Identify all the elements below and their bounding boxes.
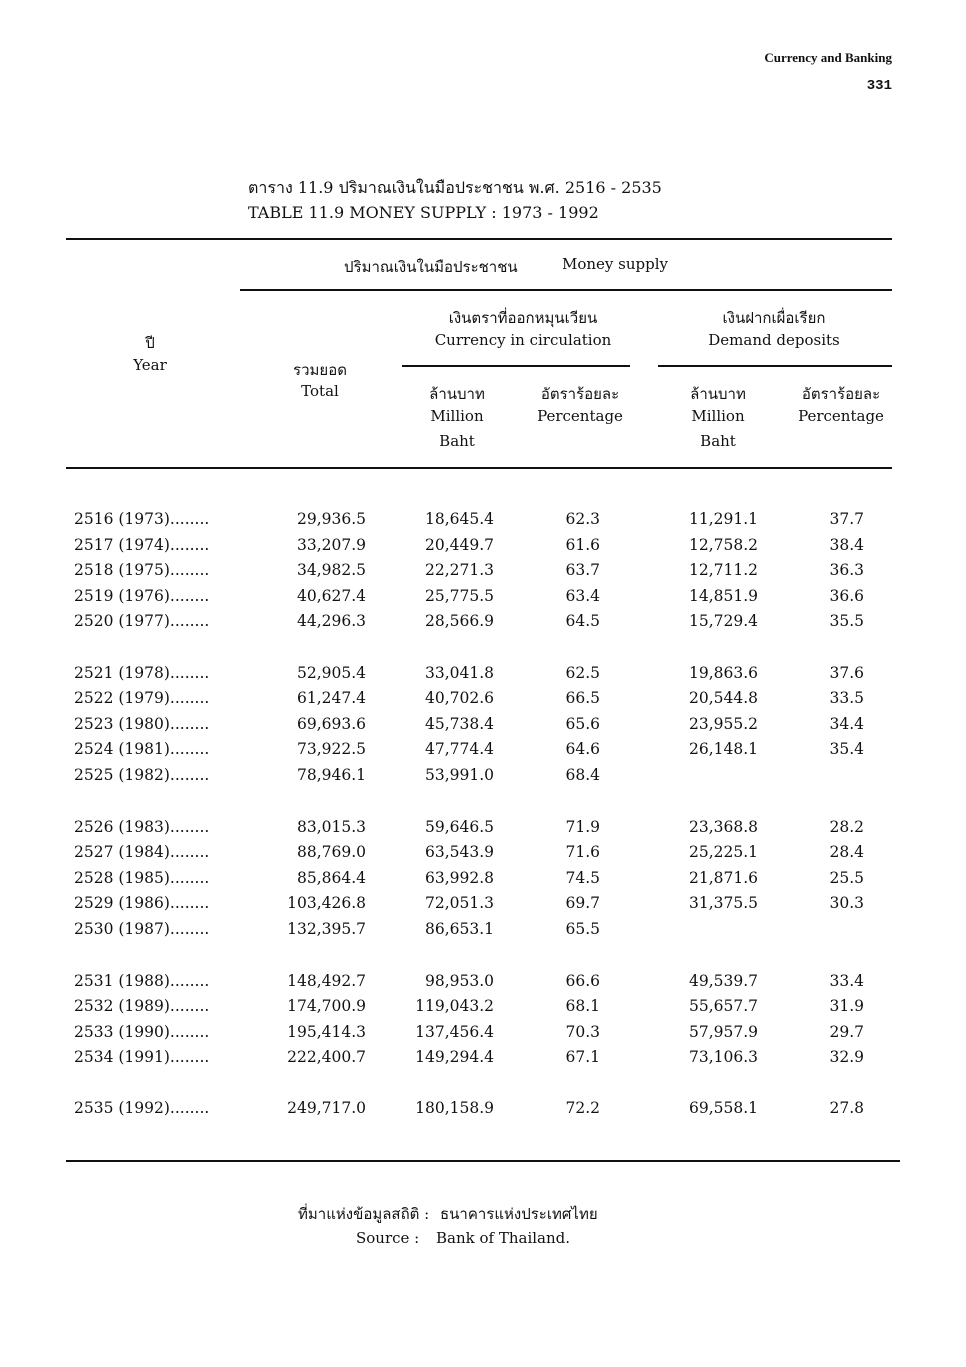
cell-currency-percentage: 74.5 <box>565 869 600 887</box>
cell-demand-percentage: 36.3 <box>829 561 864 579</box>
cell-year: 2533 (1990)........ <box>74 1023 210 1041</box>
cell-year: 2527 (1984)........ <box>74 843 210 861</box>
cell-currency-percentage: 71.9 <box>565 818 600 836</box>
cell-demand-million: 11,291.1 <box>688 510 758 528</box>
header-demand-en: Demand deposits <box>708 331 840 349</box>
cell-demand-million: 15,729.4 <box>688 612 758 630</box>
source-thai-label: ที่มาแห่งข้อมูลสถิติ : <box>298 1205 430 1223</box>
header-cur-million-thai: ล้านบาท <box>429 385 485 403</box>
cell-year: 2516 (1973)........ <box>74 510 210 528</box>
cell-currency-percentage: 64.5 <box>565 612 600 630</box>
cell-currency-million: 20,449.7 <box>424 536 494 554</box>
header-dem-pct-en: Percentage <box>798 407 884 425</box>
cell-currency-million: 72,051.3 <box>424 894 494 912</box>
cell-currency-percentage: 66.6 <box>565 972 600 990</box>
cell-currency-million: 63,543.9 <box>424 843 494 861</box>
cell-currency-percentage: 65.5 <box>565 920 600 938</box>
cell-currency-percentage: 63.7 <box>565 561 600 579</box>
cell-total: 33,207.9 <box>296 536 366 554</box>
cell-currency-million: 98,953.0 <box>424 972 494 990</box>
table-top-rule <box>66 238 892 240</box>
cell-total: 40,627.4 <box>296 587 366 605</box>
cell-total: 85,864.4 <box>296 869 366 887</box>
table-bottom-rule <box>66 1160 900 1162</box>
cell-demand-percentage: 33.4 <box>829 972 864 990</box>
cell-currency-percentage: 72.2 <box>565 1099 600 1117</box>
cell-demand-million: 12,758.2 <box>688 536 758 554</box>
cell-year: 2524 (1981)........ <box>74 740 210 758</box>
cell-demand-percentage: 28.4 <box>829 843 864 861</box>
cell-total: 29,936.5 <box>296 510 366 528</box>
cell-currency-million: 180,158.9 <box>415 1099 494 1117</box>
cell-demand-percentage: 28.2 <box>829 818 864 836</box>
cell-demand-million: 73,106.3 <box>688 1048 758 1066</box>
cell-currency-million: 47,774.4 <box>424 740 494 758</box>
cell-currency-million: 53,991.0 <box>424 766 494 784</box>
cell-year: 2521 (1978)........ <box>74 664 210 682</box>
header-rule-money-supply <box>240 289 892 291</box>
cell-currency-million: 18,645.4 <box>424 510 494 528</box>
cell-demand-million: 23,368.8 <box>688 818 758 836</box>
cell-demand-percentage: 30.3 <box>829 894 864 912</box>
header-cur-pct-thai: อัตราร้อยละ <box>540 385 620 403</box>
cell-currency-million: 40,702.6 <box>424 689 494 707</box>
cell-currency-million: 86,653.1 <box>424 920 494 938</box>
cell-currency-million: 45,738.4 <box>424 715 494 733</box>
header-dem-million-en: Million <box>691 407 745 425</box>
cell-currency-million: 25,775.5 <box>424 587 494 605</box>
cell-total: 73,922.5 <box>296 740 366 758</box>
running-head-section: Currency and Banking <box>764 50 892 65</box>
cell-currency-percentage: 68.1 <box>565 997 600 1015</box>
cell-total: 61,247.4 <box>296 689 366 707</box>
cell-demand-million: 26,148.1 <box>688 740 758 758</box>
cell-total: 249,717.0 <box>287 1099 366 1117</box>
cell-total: 222,400.7 <box>287 1048 366 1066</box>
header-rule-currency <box>402 365 630 367</box>
cell-currency-percentage: 71.6 <box>565 843 600 861</box>
cell-demand-million: 14,851.9 <box>688 587 758 605</box>
cell-currency-million: 63,992.8 <box>424 869 494 887</box>
cell-demand-percentage: 32.9 <box>829 1048 864 1066</box>
cell-year: 2519 (1976)........ <box>74 587 210 605</box>
cell-total: 132,395.7 <box>287 920 366 938</box>
header-money-supply-thai: ปริมาณเงินในมือประชาชน <box>344 258 518 276</box>
header-dem-baht-en: Baht <box>700 432 736 450</box>
cell-currency-million: 137,456.4 <box>415 1023 494 1041</box>
cell-total: 174,700.9 <box>287 997 366 1015</box>
cell-demand-million: 12,711.2 <box>688 561 758 579</box>
cell-demand-million: 19,863.6 <box>688 664 758 682</box>
cell-currency-million: 22,271.3 <box>424 561 494 579</box>
table-title-english: TABLE 11.9 MONEY SUPPLY : 1973 - 1992 <box>248 203 599 222</box>
cell-currency-million: 28,566.9 <box>424 612 494 630</box>
cell-year: 2522 (1979)........ <box>74 689 210 707</box>
cell-currency-percentage: 61.6 <box>565 536 600 554</box>
cell-year: 2528 (1985)........ <box>74 869 210 887</box>
cell-demand-percentage: 38.4 <box>829 536 864 554</box>
cell-currency-million: 149,294.4 <box>415 1048 494 1066</box>
cell-total: 88,769.0 <box>296 843 366 861</box>
cell-currency-million: 59,646.5 <box>424 818 494 836</box>
cell-demand-percentage: 35.5 <box>829 612 864 630</box>
header-money-supply-en: Money supply <box>562 255 669 273</box>
header-cur-baht-en: Baht <box>439 432 475 450</box>
header-rule-demand <box>658 365 892 367</box>
header-dem-million-thai: ล้านบาท <box>690 385 746 403</box>
cell-demand-million: 31,375.5 <box>688 894 758 912</box>
source-thai-value: ธนาคารแห่งประเทศไทย <box>440 1205 598 1223</box>
cell-demand-million: 25,225.1 <box>688 843 758 861</box>
cell-currency-percentage: 69.7 <box>565 894 600 912</box>
header-total-en: Total <box>301 382 339 400</box>
header-cur-pct-en: Percentage <box>537 407 623 425</box>
cell-year: 2534 (1991)........ <box>74 1048 210 1066</box>
cell-total: 78,946.1 <box>296 766 366 784</box>
cell-year: 2518 (1975)........ <box>74 561 210 579</box>
cell-currency-million: 33,041.8 <box>424 664 494 682</box>
cell-demand-percentage: 35.4 <box>829 740 864 758</box>
header-total-thai: รวมยอด <box>293 361 347 379</box>
table-title-thai: ตาราง 11.9 ปริมาณเงินในมือประชาชน พ.ศ. 2516 - 2535 <box>248 178 662 197</box>
header-currency-thai: เงินตราที่ออกหมุนเวียน <box>448 309 598 327</box>
cell-total: 69,693.6 <box>296 715 366 733</box>
cell-demand-million: 69,558.1 <box>688 1099 758 1117</box>
cell-demand-percentage: 27.8 <box>829 1099 864 1117</box>
cell-year: 2535 (1992)........ <box>74 1099 210 1117</box>
cell-demand-million: 49,539.7 <box>688 972 758 990</box>
cell-total: 34,982.5 <box>296 561 366 579</box>
source-en-label: Source : <box>356 1229 420 1247</box>
cell-currency-percentage: 64.6 <box>565 740 600 758</box>
cell-demand-percentage: 25.5 <box>829 869 864 887</box>
cell-year: 2530 (1987)........ <box>74 920 210 938</box>
cell-year: 2532 (1989)........ <box>74 997 210 1015</box>
cell-currency-percentage: 68.4 <box>565 766 600 784</box>
header-year-en: Year <box>133 356 167 374</box>
cell-year: 2517 (1974)........ <box>74 536 210 554</box>
header-year-thai: ปี <box>145 334 155 352</box>
cell-total: 148,492.7 <box>287 972 366 990</box>
cell-demand-million: 55,657.7 <box>688 997 758 1015</box>
cell-currency-percentage: 65.6 <box>565 715 600 733</box>
cell-demand-percentage: 34.4 <box>829 715 864 733</box>
cell-year: 2520 (1977)........ <box>74 612 210 630</box>
cell-currency-percentage: 63.4 <box>565 587 600 605</box>
cell-currency-percentage: 66.5 <box>565 689 600 707</box>
cell-total: 195,414.3 <box>287 1023 366 1041</box>
header-currency-en: Currency in circulation <box>434 331 612 349</box>
cell-total: 83,015.3 <box>296 818 366 836</box>
cell-demand-percentage: 37.6 <box>829 664 864 682</box>
cell-year: 2529 (1986)........ <box>74 894 210 912</box>
cell-demand-percentage: 33.5 <box>829 689 864 707</box>
header-cur-million-en: Million <box>430 407 484 425</box>
cell-currency-percentage: 62.5 <box>565 664 600 682</box>
cell-total: 44,296.3 <box>296 612 366 630</box>
header-dem-pct-thai: อัตราร้อยละ <box>801 385 881 403</box>
cell-demand-million: 23,955.2 <box>688 715 758 733</box>
cell-demand-million: 57,957.9 <box>688 1023 758 1041</box>
page-number: 331 <box>866 78 892 94</box>
cell-year: 2526 (1983)........ <box>74 818 210 836</box>
cell-demand-percentage: 31.9 <box>829 997 864 1015</box>
cell-total: 103,426.8 <box>287 894 366 912</box>
cell-demand-million: 20,544.8 <box>688 689 758 707</box>
cell-total: 52,905.4 <box>296 664 366 682</box>
cell-year: 2531 (1988)........ <box>74 972 210 990</box>
source-en-value: Bank of Thailand. <box>436 1229 571 1247</box>
cell-currency-percentage: 70.3 <box>565 1023 600 1041</box>
cell-demand-percentage: 29.7 <box>829 1023 864 1041</box>
header-demand-thai: เงินฝากเผื่อเรียก <box>722 309 826 327</box>
cell-currency-percentage: 62.3 <box>565 510 600 528</box>
header-bottom-rule <box>66 467 892 469</box>
cell-year: 2523 (1980)........ <box>74 715 210 733</box>
cell-currency-percentage: 67.1 <box>565 1048 600 1066</box>
cell-demand-million: 21,871.6 <box>688 869 758 887</box>
cell-demand-percentage: 37.7 <box>829 510 864 528</box>
cell-currency-million: 119,043.2 <box>415 997 494 1015</box>
cell-demand-percentage: 36.6 <box>829 587 864 605</box>
cell-year: 2525 (1982)........ <box>74 766 210 784</box>
